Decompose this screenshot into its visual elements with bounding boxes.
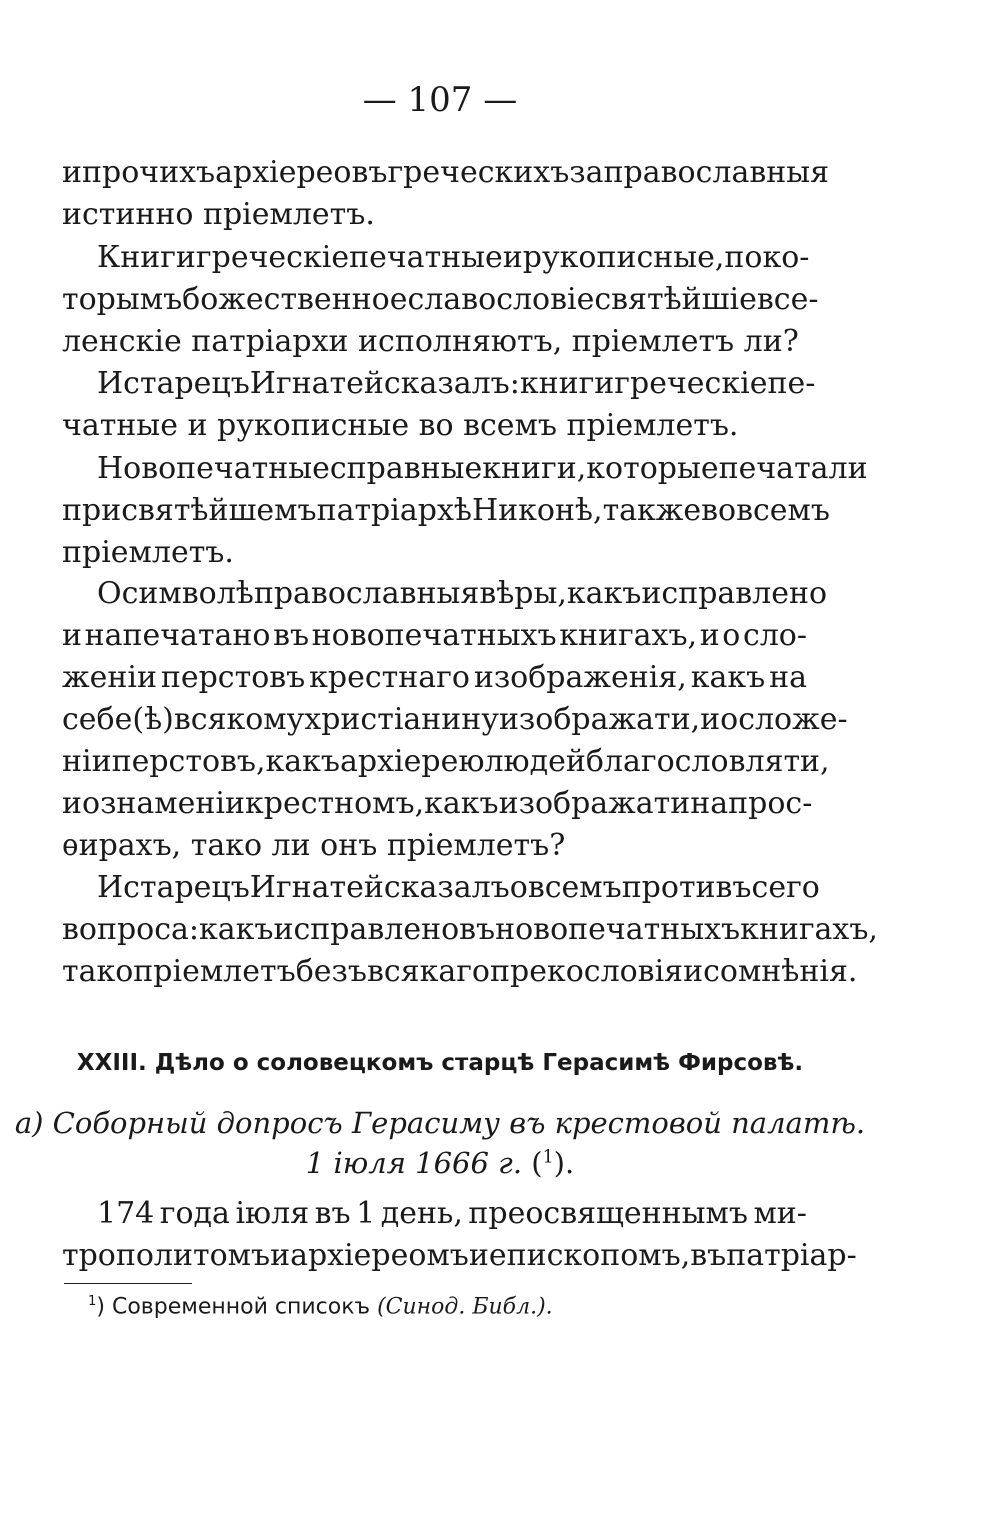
word: святѣйшемъ [121,493,317,528]
word: печатали [718,451,868,486]
word: книги, [482,451,587,486]
word: знаменіи [100,786,245,821]
word: рукописные, [522,240,725,275]
word: день, [380,1196,463,1231]
word: ко- [762,240,810,275]
word: іюля [235,1196,310,1231]
word: себе(ѣ) [62,702,174,737]
word: за [569,155,604,190]
word: сказалъ: [383,366,520,401]
word: въ [314,1196,351,1231]
text-line [62,155,830,190]
word: и [270,1238,291,1273]
word: людей [484,744,586,779]
text-line [62,618,807,653]
word: пріемлетъ [133,954,296,989]
word: и [700,702,721,737]
word: тако [62,954,134,989]
word: о [720,702,739,737]
word: пе- [767,366,816,401]
word: во [701,493,737,528]
word: символѣ [121,576,254,611]
word: на [690,786,729,821]
text-line [62,744,830,779]
word: и [502,240,523,275]
page-number: — 107 — [362,80,518,120]
text-line: чатные и рукописные во всемъ пріемлетъ. [62,408,739,443]
word: сложе- [738,702,848,737]
word: справные [329,451,483,486]
subheading-date-text: 1 іюля 1666 г. [305,1146,523,1180]
text-line [97,870,820,905]
word: года [159,1196,230,1231]
word: всякому [173,702,305,737]
word: православныя [603,155,830,190]
footnote-mark: 1 [88,1294,97,1309]
word: прос- [728,786,813,821]
word: всемъ [736,493,830,528]
word: печатные [349,240,503,275]
word: сло- [742,618,807,653]
word: И [97,870,124,905]
word: старецъ [123,870,250,905]
text-line [97,451,868,486]
word: безъ [295,954,367,989]
word: о [722,618,741,653]
word: архіереомъ [290,1238,469,1273]
text-line [62,1238,857,1273]
word: новопечатныхъ [311,618,557,653]
word: 174 [97,1196,155,1231]
word: вопроса: [62,912,200,947]
word: и [699,618,720,653]
word: славословіе [407,282,595,317]
word: торымъ [62,282,183,317]
word: и [62,155,82,190]
word: и [683,954,704,989]
word: напечатано [84,618,271,653]
word: новопечатныхъ [495,912,741,947]
word: какъ [566,576,642,611]
word: при [62,493,122,528]
word: прочихъ [82,155,216,190]
word: всякаго [366,954,490,989]
text-line [97,576,828,611]
word: женіи [62,660,157,695]
text-line [62,660,807,695]
word: православныя [253,576,480,611]
word: о [82,786,101,821]
word: все- [756,282,819,317]
word: ми- [753,1196,807,1231]
word: Книги [97,240,196,275]
word: въ [459,912,496,947]
word: изображенія, [473,660,687,695]
word: всемъ [527,870,622,905]
footnote [88,1294,553,1319]
word: сего [751,870,820,905]
word: перстовъ, [111,744,266,779]
subheading-close: ). [553,1146,575,1180]
word: перстовъ [160,660,306,695]
word: исправлено [641,576,828,611]
text-line [62,493,830,528]
word: въ [273,618,310,653]
word: крестномъ, [244,786,425,821]
text-line [97,1196,807,1231]
text-line: ленскіе патріархи исполняютъ, пріемлетъ ли? [62,324,799,359]
word: вѣры, [479,576,567,611]
word: противъ [621,870,752,905]
footnote-ref: 1 [542,1147,554,1168]
subheading-title: а) Соборный допросъ Герасиму въ крестовой палатѣ. [14,1106,866,1140]
footnote-source: (Синод. Библ.). [377,1294,553,1320]
word: греческіе [195,240,350,275]
word: архіерею [340,744,485,779]
word: по [724,240,763,275]
word: греческіе [614,366,768,401]
word: О [97,576,122,611]
word: епископомъ, [488,1238,691,1273]
word: преосвященнымъ [468,1196,748,1231]
word: старецъ [123,366,250,401]
word: архіереовъ [215,155,388,190]
word: прекословія [490,954,684,989]
word: которые [586,451,719,486]
word: книгахъ, [559,618,698,653]
word: святѣйшіе [594,282,757,317]
word: также [602,493,702,528]
text-line: ѳирахъ, тако ли онъ пріемлетъ? [62,828,566,863]
word: патріархѣ [316,493,472,528]
section-heading: XXIII. Дѣло о соловецкомъ старцѣ Герасимѣ Фирсовѣ. [76,1050,804,1076]
word: сомнѣнія. [703,954,858,989]
text-line [62,954,858,989]
text-line: пріемлетъ. [62,535,234,570]
word: на [769,660,807,695]
word: трополитомъ [62,1238,271,1273]
subheading-date: 1 іюля 1666 г. ($^1$). [305,1146,575,1180]
word: Никонѣ, [471,493,603,528]
text-line [62,912,878,947]
word: Новопечатные [97,451,330,486]
word: какъ [424,786,499,821]
word: какъ [199,912,274,947]
word: какъ [265,744,341,779]
word: какъ [690,660,766,695]
word: въ [690,1238,727,1273]
text-line [62,702,848,737]
text-line [62,282,819,317]
word: книгахъ, [740,912,878,947]
word: Игнатей [249,870,384,905]
word: книги [519,366,615,401]
text-line [62,786,813,821]
text-line: истинно пріемлетъ. [62,197,375,232]
word: ніи [62,744,112,779]
word: о [509,870,528,905]
word: изображати [498,786,691,821]
word: исправлено [273,912,460,947]
word: Игнатей [249,366,384,401]
word: и [468,1238,489,1273]
word: сказалъ [383,870,510,905]
word: изображати, [498,702,701,737]
footnote-rule [64,1283,192,1284]
text-line [97,366,816,401]
word: 1 [356,1196,376,1231]
word: греческихъ [387,155,570,190]
word: патріар- [726,1238,857,1273]
word: благословляти, [585,744,830,779]
word: божественное [182,282,408,317]
word: И [97,366,124,401]
footnote-text: ) Современной списокъ [96,1294,371,1320]
word: крестнаго [309,660,470,695]
word: и [62,786,82,821]
word: и [62,618,82,653]
text-line [97,240,810,275]
word: христіанину [304,702,499,737]
